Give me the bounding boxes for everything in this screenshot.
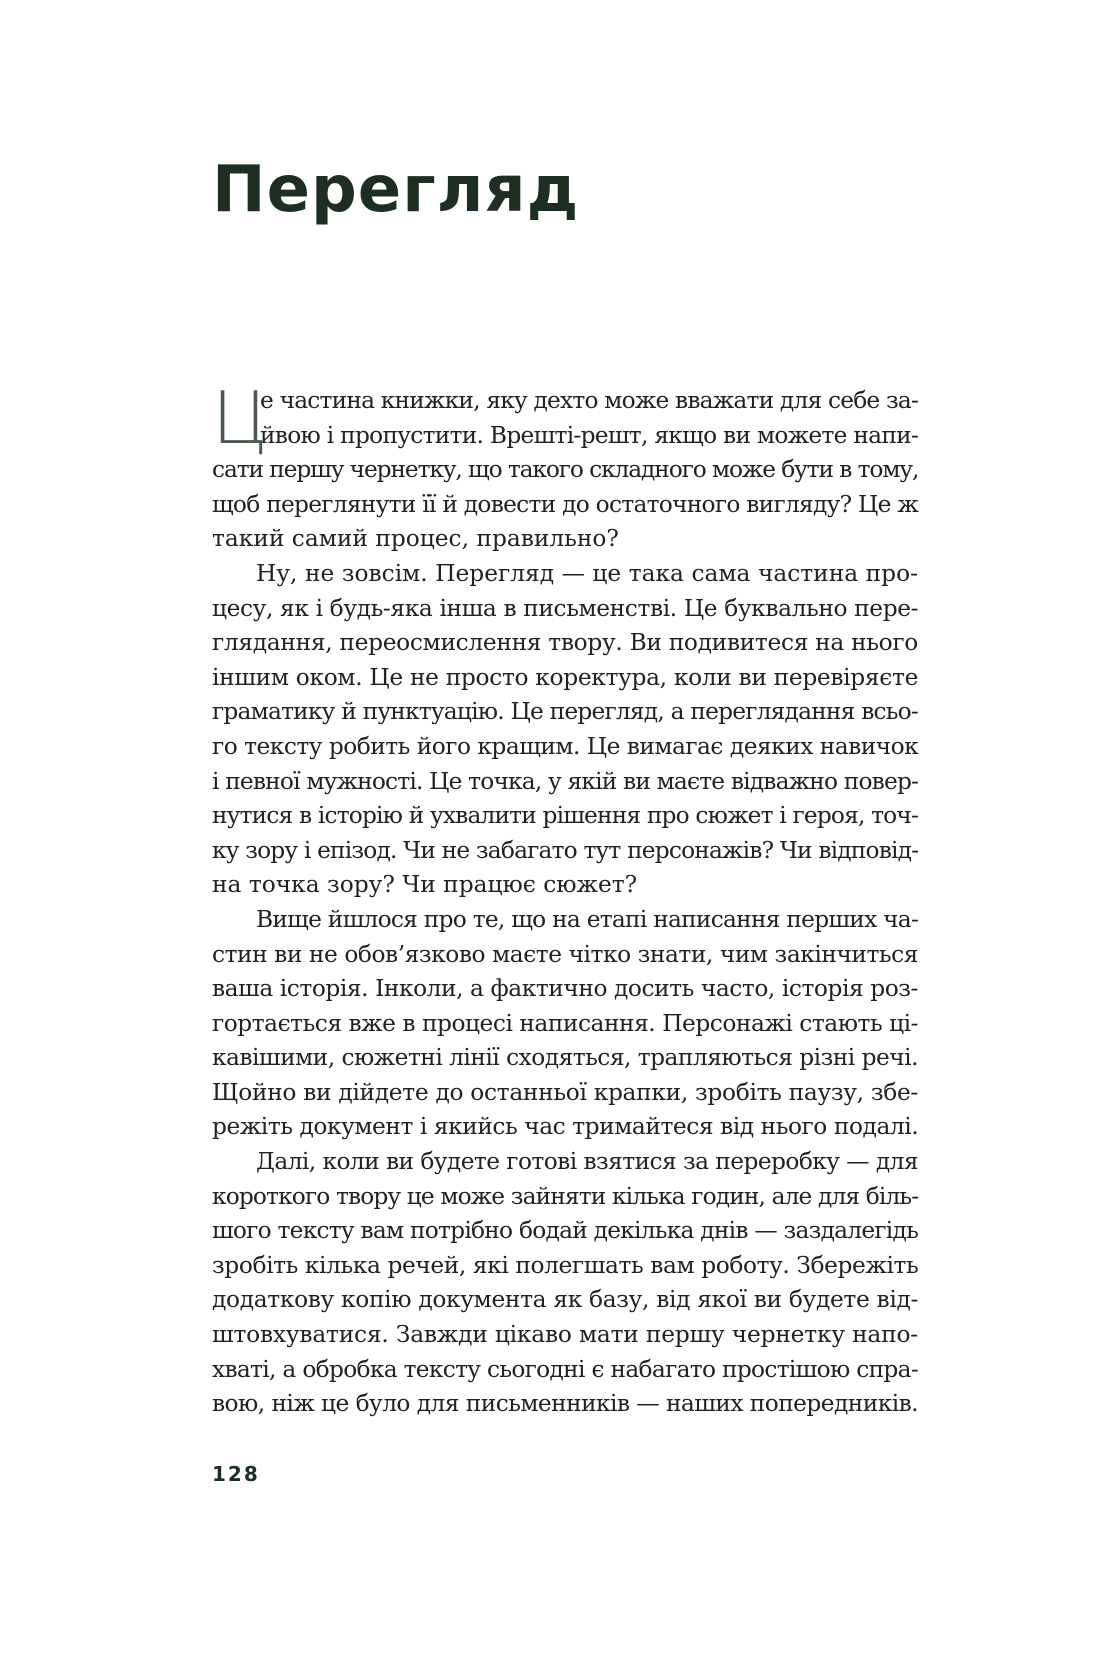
text-line: сати першу чернетку, що такого складного може бути в тому, bbox=[212, 456, 919, 484]
text-line: іншим оком. Це не просто коректура, коли ви перевіряєте bbox=[212, 663, 919, 691]
chapter-title: Перегляд bbox=[212, 153, 580, 227]
text-line: додаткову копію документа як базу, від якої ви будете від- bbox=[212, 1286, 918, 1314]
text-line: Щойно ви дійдете до останньої крапки, зробіть паузу, збе- bbox=[212, 1078, 918, 1106]
text-line: е частина книжки, яку дехто може вважати для себе за- bbox=[260, 387, 919, 414]
text-line: вою, ніж це було для письменників — наших попередників. bbox=[212, 1390, 918, 1418]
text-line: і певної мужності. Це точка, у якій ви маєте відважно повер- bbox=[212, 767, 919, 795]
text-line: хваті, а обробка тексту сьогодні є набагато простішою спра- bbox=[212, 1355, 918, 1383]
page-number: 128 bbox=[212, 1462, 260, 1486]
text-line: стин ви не обов’язково маєте чітко знати, чим закінчиться bbox=[212, 940, 918, 968]
text-line: гортається вже в процесі написання. Персонажі стають ці- bbox=[212, 1009, 918, 1037]
text-line: цесу, як і будь-яка інша в письменстві. Це буквально пере- bbox=[212, 594, 919, 622]
text-line: на точка зору? Чи працює сюжет? bbox=[212, 871, 638, 899]
text-line: режіть документ і якийсь час тримайтеся від нього подалі. bbox=[212, 1113, 919, 1141]
text-line: го тексту робить його кращим. Це вимагає деяких навичок bbox=[212, 732, 919, 760]
text-line: короткого твору це може зайняти кілька годин, але для біль- bbox=[212, 1182, 919, 1210]
text-line: глядання, переосмислення твору. Ви подивитеся на нього bbox=[212, 629, 918, 657]
text-line: нутися в історію й ухвалити рішення про сюжет і героя, точ- bbox=[212, 802, 918, 830]
body-text bbox=[212, 376, 919, 1422]
text-line: щоб переглянути її й довести до остаточного вигляду? Це ж bbox=[212, 490, 919, 518]
text-line: Далі, коли ви будете готові взятися за переробку — для bbox=[256, 1148, 918, 1176]
text-line: ку зору і епізод. Чи не забагато тут персонажів? Чи відповід- bbox=[212, 836, 919, 864]
text-line: шого тексту вам потрібно бодай декілька днів — заздалегідь bbox=[212, 1217, 918, 1245]
text-line: йвою і пропустити. Врешті-решт, якщо ви можете напи- bbox=[260, 421, 919, 449]
text-line: такий самий процес, правильно? bbox=[212, 525, 619, 553]
text-line: граматику й пунктуацію. Це перегляд, а переглядання всьо- bbox=[212, 698, 918, 726]
drop-cap: Ц bbox=[212, 376, 268, 460]
text-line: Вище йшлося про те, що на етапі написання перших ча- bbox=[256, 905, 919, 933]
text-line: Ну, не зовсім. Перегляд — це така сама частина про- bbox=[256, 559, 918, 587]
text-line: зробіть кілька речей, які полегшать вам роботу. Збережіть bbox=[212, 1251, 919, 1279]
text-line: кавішими, сюжетні лінії сходяться, трапляються різні речі. bbox=[212, 1044, 918, 1072]
text-line: ваша історія. Інколи, а фактично досить часто, історія роз- bbox=[212, 975, 918, 1003]
text-line: штовхуватися. Завжди цікаво мати першу чернетку напо- bbox=[212, 1321, 918, 1349]
